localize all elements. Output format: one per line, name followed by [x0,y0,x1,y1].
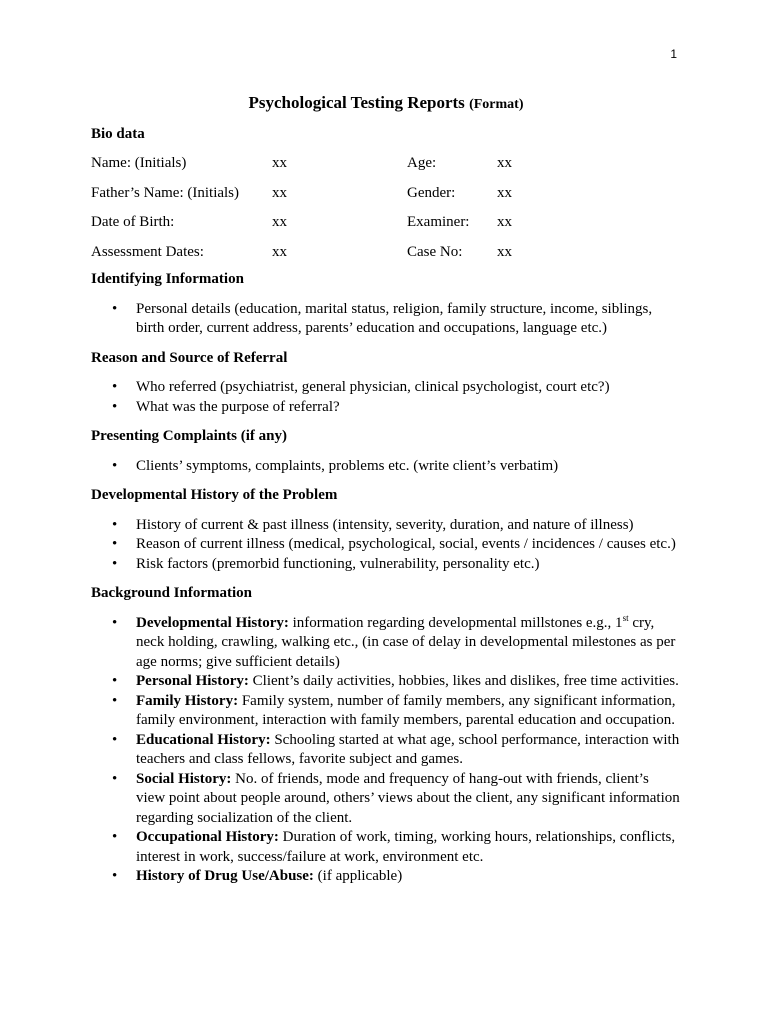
biodata-heading: Bio data [91,125,145,142]
list-item: • Reason of current illness (medical, psychological, social, events / incidences / causes etc.) [91,535,681,555]
section-heading-identifying-information: Identifying Information [91,271,244,287]
biodata-label: Age: [407,155,437,171]
list-item-term: Occupational History: [136,829,279,845]
list-item [91,731,681,770]
list-item [91,770,681,829]
biodata-value: xx [497,155,512,171]
biodata-label: Examiner: [407,214,470,230]
biodata-label: Date of Birth: [91,214,175,230]
biodata-row [91,213,681,233]
biodata-row [91,154,681,174]
bullet-list [91,378,681,417]
list-item-text: information regarding developmental millstones e.g., 1 [288,614,623,631]
biodata-label: Gender: [407,184,456,201]
list-item-text: Client’s daily activities, hobbies, likes and dislikes, free time activities. [248,673,679,689]
list-item-term: History of Drug Use/Abuse: [136,868,314,884]
biodata-value: xx [272,155,287,171]
list-item-term: Educational History: [136,731,271,748]
document-body [91,93,681,897]
list-item [91,867,681,887]
biodata-label: Case No: [407,243,463,260]
list-item-text: Duration of work, timing, working hours, relationships, conflicts, interest in work, success/failure at work, environment etc. [136,829,676,865]
page-title [91,93,681,115]
bullet-list [91,516,681,575]
biodata-label: Assessment Dates: [91,243,204,260]
list-item-text: Family system, number of family members, any significant information, family environment, interaction with family members, parental education and occupation. [136,692,676,728]
list-item [91,672,681,692]
section-heading-presenting-complaints: Presenting Complaints (if any) [91,428,287,444]
list-item-text: cry, neck holding, crawling, walking etc., (in case of delay in developmental milestones as per age norms; give sufficient details) [136,614,676,670]
biodata-value: xx [497,184,512,201]
superscript: st [622,612,629,623]
biodata-row [91,243,681,263]
list-item: • History of current & past illness (intensity, severity, duration, and nature of illness) [91,516,681,536]
bullet-list [91,300,681,339]
biodata-row [91,184,681,204]
biodata-value: xx [272,243,287,260]
section-heading-background-information: Background Information [91,585,253,601]
title-text: Psychological Testing Reports [248,93,465,112]
list-item-term: Social History: [136,770,232,787]
list-item: • Risk factors (premorbid functioning, vulnerability, personality etc.) [91,555,681,575]
list-item-term: Personal History: [136,673,249,689]
list-item: • What was the purpose of referral? [91,398,681,418]
bullet-list [91,457,681,477]
list-item: • Clients’ symptoms, complaints, problems etc. (write client’s verbatim) [91,457,681,477]
biodata-label: Father’s Name: (Initials) [91,184,240,201]
list-item-term: Family History: [136,692,239,709]
section-heading-referral: Reason and Source of Referral [91,349,288,366]
list-item [91,614,681,673]
list-item-term: Developmental History: [136,614,289,631]
list-item-text: No. of friends, mode and frequency of hang-out with friends, client’s view point about people around, others’ views about the client, any significant information regarding socialization of the client. [136,770,680,826]
bullet-list [91,614,681,887]
biodata-label: Name: (Initials) [91,155,187,171]
list-item [91,828,681,867]
page-number: 1 [670,47,677,61]
list-item: • Personal details (education, marital status, religion, family structure, income, siblings, birth order, current address, parents’ education and occupations, language etc.) [91,300,681,339]
biodata-value: xx [272,184,287,201]
title-subtitle: (Format) [469,97,524,112]
list-item: • Who referred (psychiatrist, general physician, clinical psychologist, court etc?) [91,378,681,398]
biodata-value: xx [497,214,512,230]
section-heading-developmental-history: Developmental History of the Problem [91,487,338,503]
biodata-value: xx [497,243,512,260]
biodata-value: xx [272,214,287,230]
list-item-text: Schooling started at what age, school performance, interaction with teachers and class fellows, favorite subject and games. [136,731,680,767]
list-item [91,692,681,731]
list-item-text: (if applicable) [313,868,403,884]
biodata-table [91,154,681,262]
